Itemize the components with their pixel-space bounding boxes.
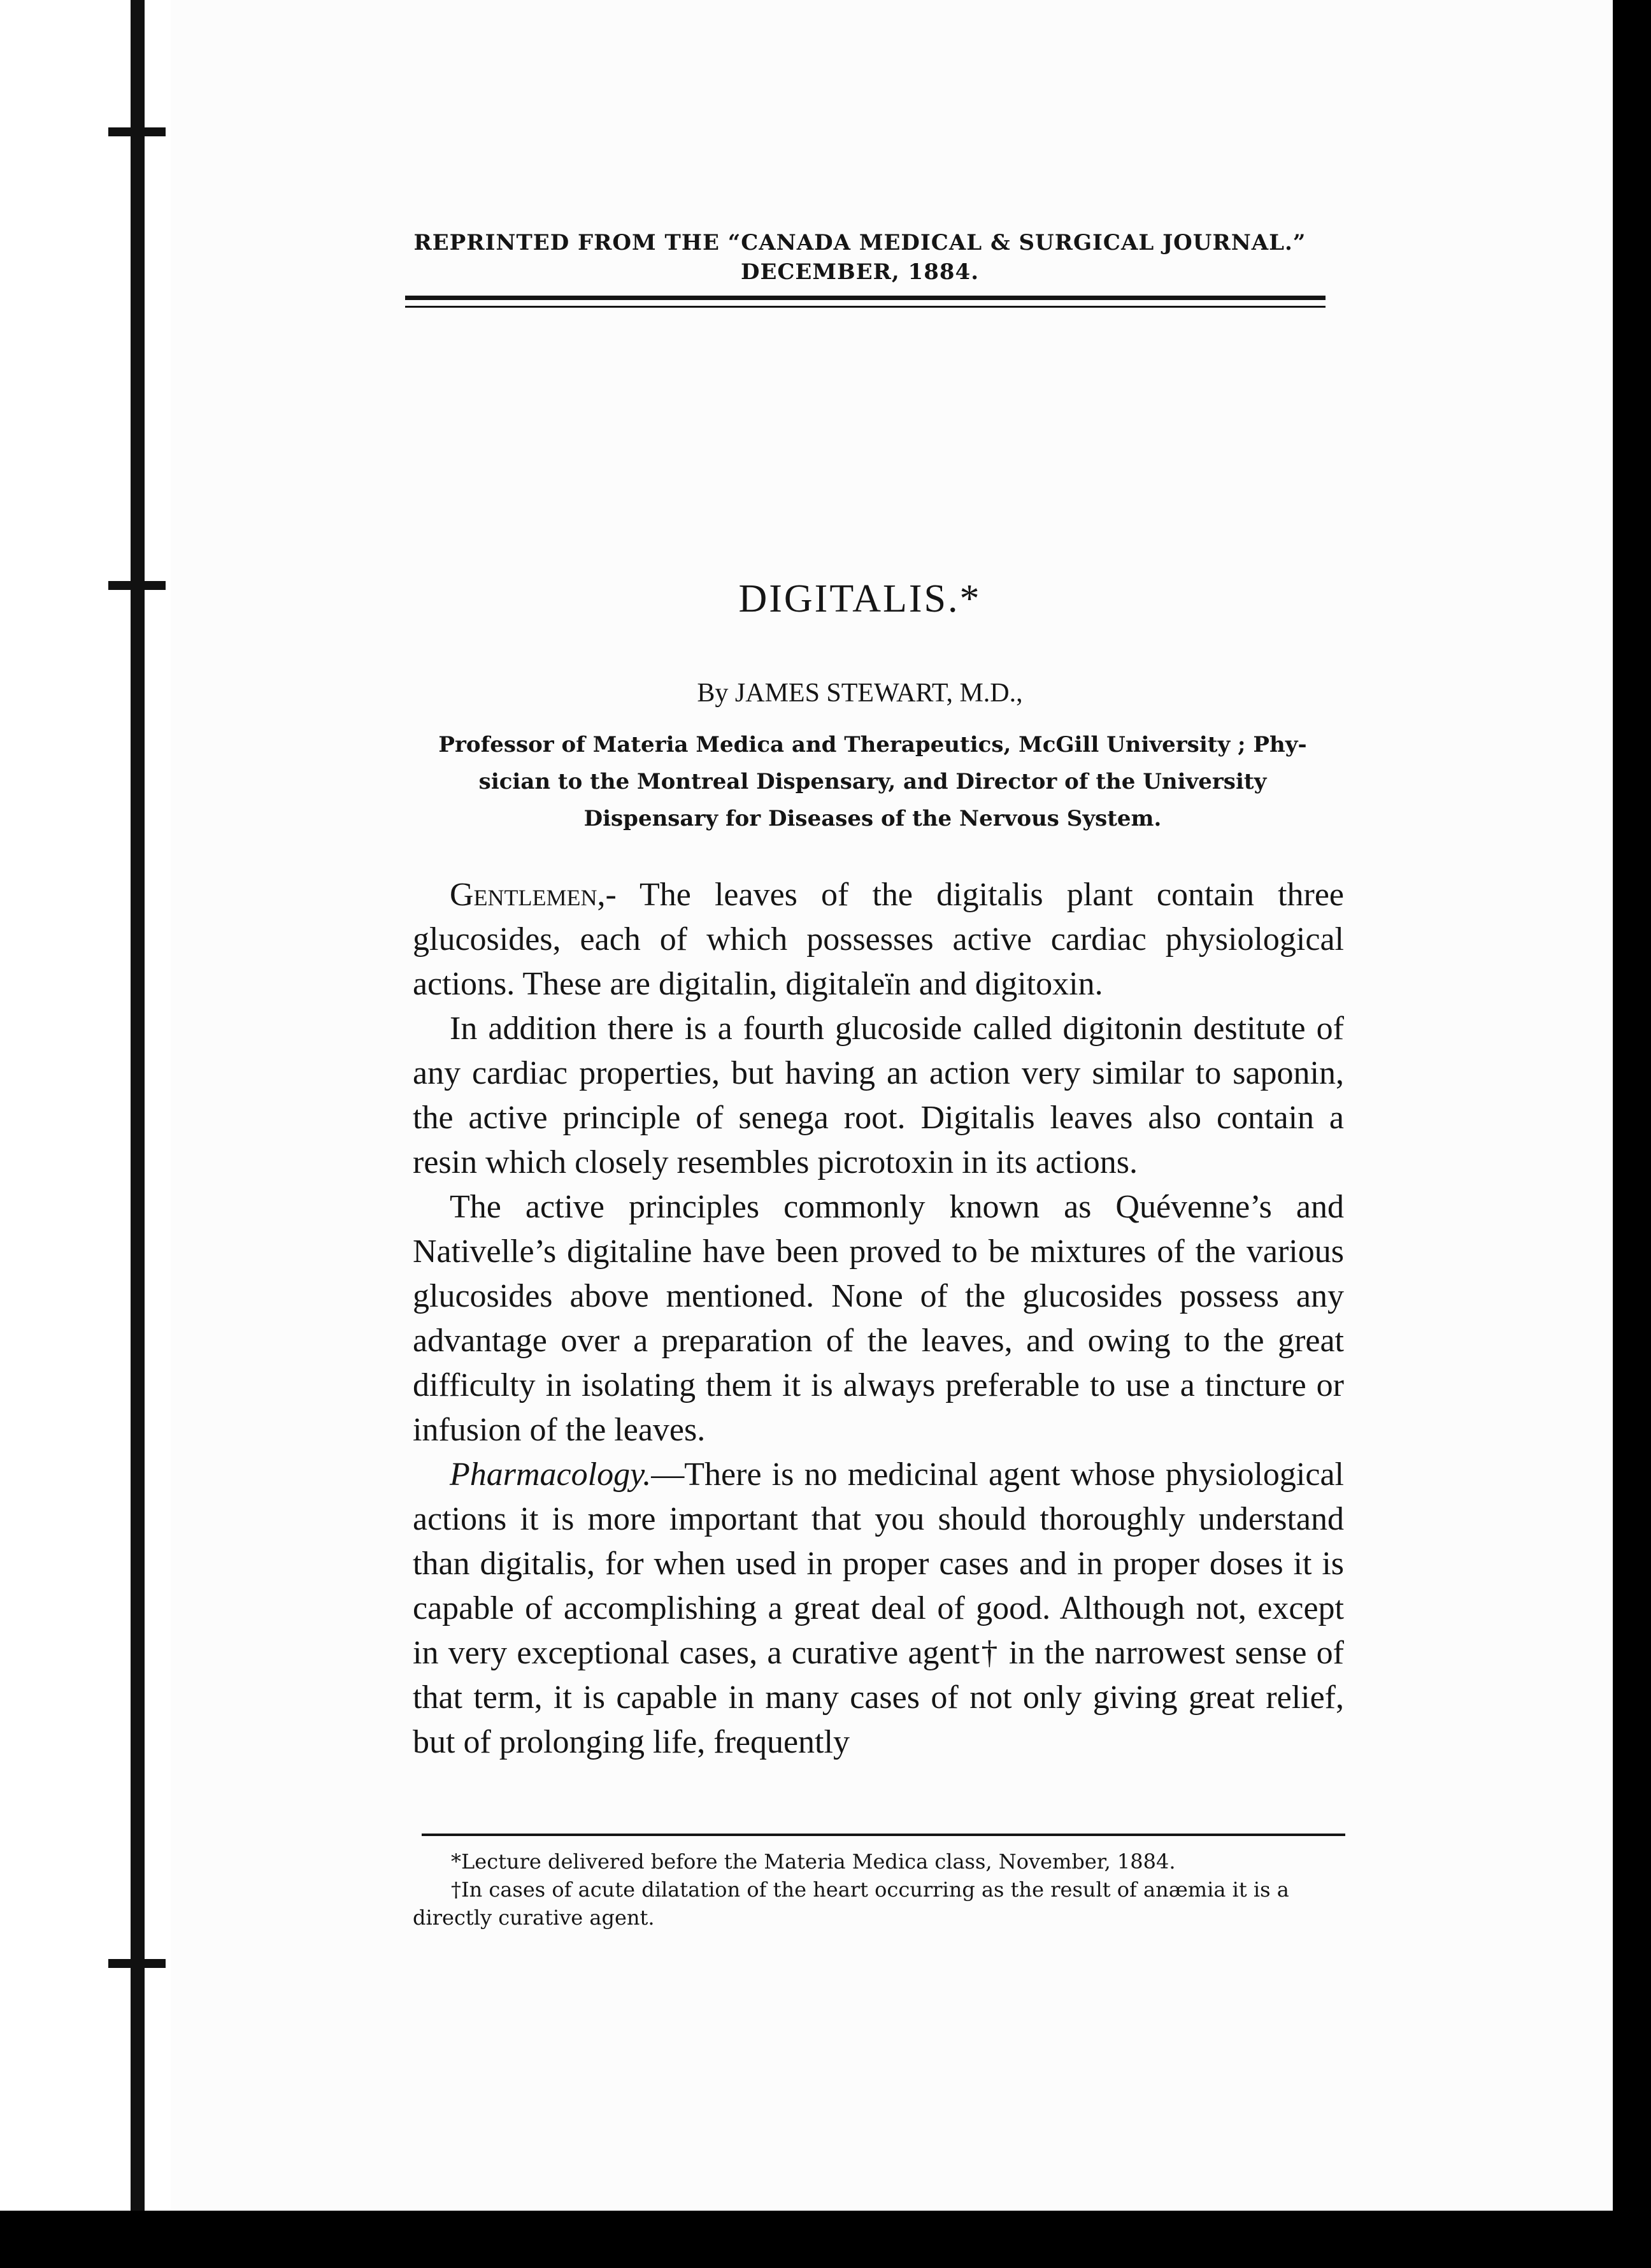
header-rule-thick [405, 296, 1326, 300]
scan-edge-right [1613, 0, 1651, 2268]
footnote-2: †In cases of acute dilatation of the heart occurring as the result of anæmia it is a directly curative agent. [413, 1877, 1289, 1930]
salutation: Gentlemen,- [450, 877, 617, 913]
paragraph-4-text: —There is no medicinal agent whose physiological actions it is more important that you should thoroughly understand than digitalis, for when used in proper cases and in proper doses it is capable of accomplishing a great deal of good. Although not, except in very exceptional cases, a curative agent† in the narrowest sense of that term, it is capable in many cases of not only giving great relief, but of prolonging life, frequently [413, 1456, 1344, 1760]
affiliation-line3: Dispensary for Diseases of the Nervous System. [583, 806, 1162, 831]
reprint-header-line2: DECEMBER, 1884. [740, 259, 980, 285]
paragraph-2: In addition there is a fourth glucoside called digitonin destitute of any cardiac properties, but having an action very similar to saponin, the active principle of senega root. Digitalis leaves also contain a resin which closely resembles picrotoxin in its actions. [413, 1010, 1344, 1181]
paragraph-3: The active principles commonly known as Quévenne’s and Nativelle’s digitaline have been proved to be mixtures of the various glucosides above mentioned. None of the glucosides possess any advantage over a preparation of the leaves, and owing to the great difficulty in isolating them it is always preferable to use a tincture or infusion of the leaves. [413, 1189, 1344, 1448]
binding-thread [108, 1959, 166, 1968]
footnote-1: *Lecture delivered before the Materia Medica class, November, 1884. [451, 1849, 1176, 1874]
header-rule-thin [405, 306, 1326, 308]
reprint-header [382, 228, 1338, 287]
paragraph-1 [413, 873, 1344, 1007]
footnotes [413, 1848, 1349, 1932]
page-left-margin [0, 0, 147, 2268]
binding-thread [108, 581, 166, 590]
affiliation-line1: Professor of Materia Medica and Therapeutics, McGill University ; Phy- [438, 732, 1307, 757]
paragraph-1-text: The leaves of the digitalis plant contain three glucosides, each of which possesses active cardiac physiological actions. These are digitalin, digitaleïn and digitoxin. [413, 877, 1344, 1002]
binding-thread [108, 127, 166, 136]
article-title: DIGITALIS.* [738, 577, 982, 621]
article-body [413, 873, 1344, 1765]
footnote-rule [422, 1834, 1345, 1836]
reprint-header-line1: REPRINTED FROM THE “CANADA MEDICAL & SURGICAL JOURNAL.” [413, 230, 1306, 255]
paragraph-4 [413, 1453, 1344, 1765]
scan-edge-bottom [0, 2211, 1651, 2268]
author-byline: By JAMES STEWART, M.D., [697, 678, 1023, 708]
affiliation-line2: sician to the Montreal Dispensary, and Director of the University [478, 769, 1267, 794]
author-affiliation [401, 726, 1344, 837]
section-heading-pharmacology: Pharmacology. [450, 1456, 652, 1493]
binding-spine [131, 0, 145, 2268]
